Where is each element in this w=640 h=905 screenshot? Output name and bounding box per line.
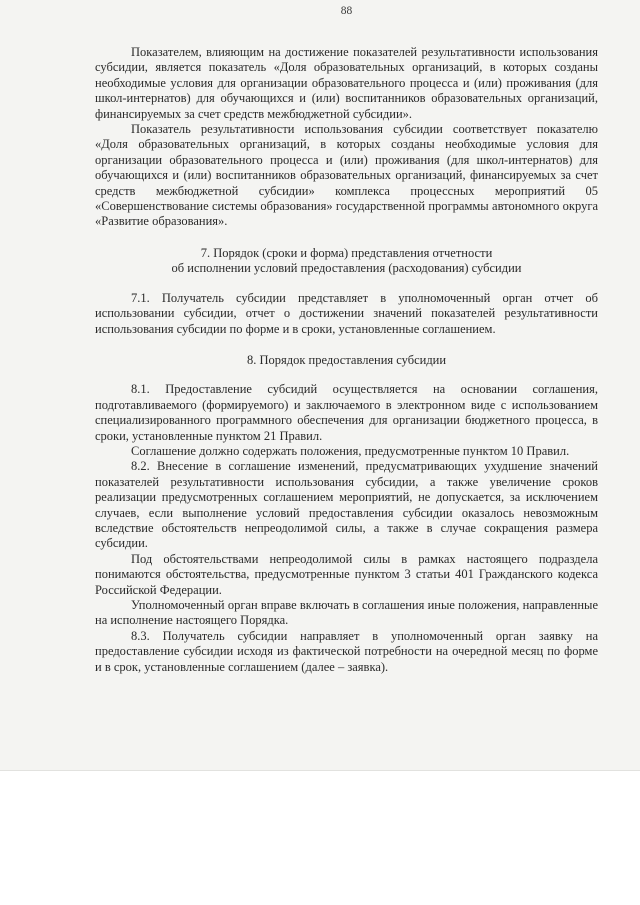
paragraph-8-3: 8.3. Получатель субсидии направляет в уполномоченный орган заявку на предоставление субсидии исходя из фактической потребности на очередной месяц по форме и в срок, установленные соглашением (далее – заявка). xyxy=(95,628,598,674)
page-number: 88 xyxy=(340,5,353,17)
paragraph-8-2-other-provisions: Уполномоченный орган вправе включать в соглашения иные положения, направленные на исполнение настоящего Порядка. xyxy=(95,598,598,628)
paragraph-8-2: 8.2. Внесение в соглашение изменений, предусматривающих ухудшение значений показателей результативности использования субсидии, а также увеличение сроков реализации предусмотренных соглашением мероприятий, не допускается, за исключением случаев, если выполнение условий предоставления субсидии оказалось невозможным вследствие обстоятельств непреодолимой силы, а также в случае сокращения размера субсидии. xyxy=(95,459,598,551)
section-8-heading: 8. Порядок предоставления субсидии xyxy=(246,352,447,367)
paragraph-8-2-force-majeure: Под обстоятельствами непреодолимой силы в рамках настоящего подраздела понимаются обстоятельства, предусмотренные пунктом 3 статьи 401 Гражданского кодекса Российской Федерации. xyxy=(95,551,598,597)
paragraph-8-1-agreement: Соглашение должно содержать положения, предусмотренные пунктом 10 Правил. xyxy=(131,443,570,458)
paragraph-8-1: 8.1. Предоставление субсидий осуществляется на основании соглашения, подготавливаемого (формируемого) и заключаемого в электронном виде с использованием специализированного программного обеспечения для организации бюджетного процесса, в сроки, установленные пунктом 21 Правил. xyxy=(95,382,598,443)
section-7-heading-line-2: об исполнении условий предоставления (расходования) субсидии xyxy=(171,261,522,276)
document-body xyxy=(95,45,598,675)
paragraph-intro-2: Показатель результативности использования субсидии соответствует показателю «Доля образовательных организаций, в которых созданы необходимые условия для организации образовательного процесса и (или) проживания (для школ-интернатов) для обучающихся и (или) воспитанников образовательных организаций, финансируемых за счет средств межбюджетной субсидии» комплекса процессных мероприятий 05 «Совершенствование системы образования» государственной программы автономного округа «Развитие образования». xyxy=(95,122,598,229)
paragraph-7-1: 7.1. Получатель субсидии представляет в уполномоченный орган отчет об использовании субсидии, отчет о достижении значений показателей результативности использования субсидии по форме и в сроки, установленные соглашением. xyxy=(95,290,598,336)
section-7-heading xyxy=(95,246,598,277)
section-7-heading-line-1: 7. Порядок (сроки и форма) представления отчетности xyxy=(200,245,493,260)
paragraph-intro-1: Показателем, влияющим на достижение показателей результативности использования субсидии, является показатель «Доля образовательных организаций, в которых созданы необходимые условия для организации образовательного процесса и (или) проживания (для школ-интернатов) для обучающихся и (или) воспитанников образовательных организаций, финансируемых за счет средств межбюджетной субсидии». xyxy=(95,45,598,121)
